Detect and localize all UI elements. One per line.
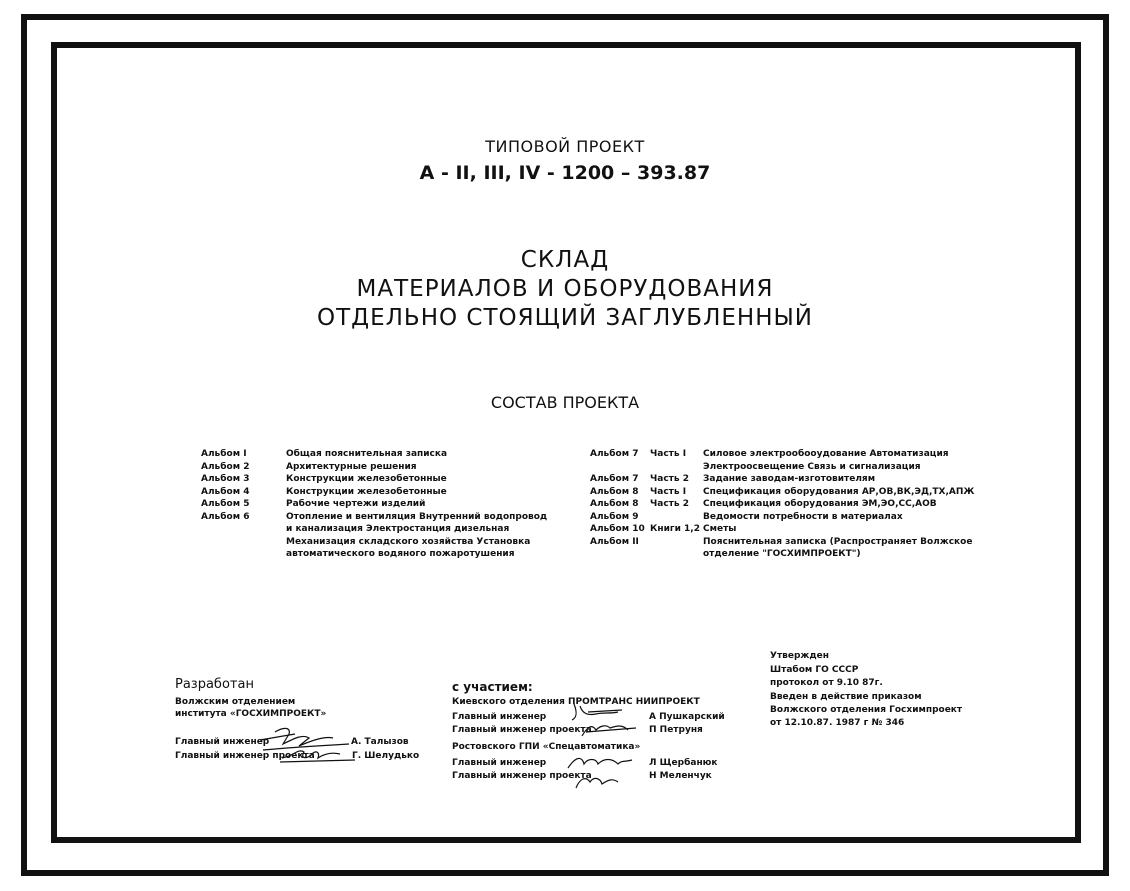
album-description: Спецификация оборудования ЭМ,ЭО,СС,АОВ — [703, 499, 937, 509]
album-description: Электроосвещение Связь и сигнализация — [703, 461, 921, 472]
composition-right-descriptions — [703, 448, 974, 561]
composition-left-albums — [201, 448, 249, 523]
approved-line-2: Штабом ГО СССР — [770, 665, 859, 675]
album-label: Альбом 5 — [201, 499, 250, 509]
approved-line-4: Введен в действие приказом — [770, 692, 922, 702]
album-description: Спецификация оборудования АР,ОВ,ВК,ЭД,ТХ,АПЖ — [703, 486, 975, 497]
participant-name-1: А Пушкарский — [649, 712, 725, 722]
album-label: Альбом I — [201, 449, 247, 459]
project-type-label: ТИПОВОЙ ПРОЕКТ — [485, 137, 645, 156]
signatures-kiev — [566, 700, 646, 738]
album-label: Альбом 4 — [201, 486, 250, 497]
album-part: Часть I — [650, 486, 687, 497]
album-description: Ведомости потребности в материалах — [703, 511, 903, 522]
participant-role-1: Главный инженер — [452, 712, 547, 722]
developed-heading: Разработан — [175, 677, 254, 692]
approved-line-6: от 12.10.87. 1987 г № 346 — [770, 718, 905, 728]
album-description: Конструкции железобетонные — [286, 486, 447, 497]
album-label: Альбом 7 — [590, 449, 639, 459]
signatures-rostov — [562, 750, 642, 792]
album-label: Альбом 9 — [590, 511, 639, 522]
composition-heading: СОСТАВ ПРОЕКТА — [490, 393, 640, 412]
chief-engineer-name: А. Талызов — [351, 737, 409, 747]
album-description: Общая пояснительная записка — [286, 449, 448, 459]
album-description: Сметы — [703, 524, 737, 534]
chief-project-engineer-name: Г. Шелудько — [352, 751, 420, 761]
approved-line-1: Утвержден — [770, 651, 829, 661]
album-label: Альбом 3 — [201, 474, 250, 484]
title-line-1: СКЛАД — [520, 247, 610, 273]
album-description: Механизация складского хозяйства Установка — [286, 536, 531, 547]
participant-name-2: П Петруня — [649, 725, 703, 735]
approved-line-5: Волжского отделения Госхимпроект — [770, 705, 963, 715]
album-label: Альбом 8 — [590, 486, 639, 497]
approved-line-3: протокол от 9.10 87г. — [770, 678, 883, 688]
participant-name-4: Н Меленчук — [649, 771, 712, 781]
album-description: Отопление и вентиляция Внутренний водопровод — [286, 511, 548, 522]
album-part: Часть 2 — [650, 474, 689, 484]
project-code: А - II, III, IV - 1200 – 393.87 — [419, 162, 711, 184]
album-part: Книги 1,2 — [650, 524, 700, 534]
participant-name-3: Л Щербанюк — [649, 758, 718, 768]
album-description: и канализация Электростанция дизельная — [286, 524, 510, 534]
title-line-3: ОТДЕЛЬНО СТОЯЩИЙ ЗАГЛУБЛЕННЫЙ — [316, 305, 814, 331]
chief-engineer-role: Главный инженер — [175, 737, 270, 747]
album-description: автоматического водяного пожаротушения — [286, 549, 515, 559]
album-part: Часть I — [650, 449, 687, 459]
album-description: отделение "ГОСХИМПРОЕКТ") — [703, 549, 861, 559]
composition-left-descriptions — [286, 448, 547, 561]
participant-role-3: Главный инженер — [452, 758, 547, 768]
participant-org-1: Киевского отделения ПРОМТРАНС НИИПРОЕКТ — [452, 697, 700, 707]
developer-org-line-1: Волжским отделением — [175, 697, 296, 707]
participant-role-2: Главный инженер проекта — [452, 725, 592, 735]
composition-right-parts — [650, 448, 700, 548]
developer-org-line-2: института «ГОСХИМПРОЕКТ» — [175, 709, 327, 719]
album-description: Конструкции железобетонные — [286, 474, 447, 484]
album-label: Альбом II — [590, 536, 639, 547]
album-description: Пояснительная записка (Распространяет Волжское — [703, 536, 973, 547]
chief-project-engineer-role: Главный инженер проекта — [175, 751, 315, 761]
signature-sheludko — [280, 746, 360, 768]
album-label: Альбом 7 — [590, 474, 639, 484]
album-description: Силовое электрообооудование Автоматизация — [703, 449, 949, 459]
album-description: Задание заводам-изготовителям — [703, 474, 876, 484]
album-part: Часть 2 — [650, 499, 689, 509]
album-description: Рабочие чертежи изделий — [286, 499, 426, 509]
composition-right-albums — [590, 448, 645, 548]
participant-role-4: Главный инженер проекта — [452, 771, 592, 781]
album-label: Альбом 6 — [201, 511, 250, 522]
album-description: Архитектурные решения — [286, 461, 417, 472]
album-label: Альбом 10 — [590, 524, 645, 534]
album-label: Альбом 2 — [201, 461, 250, 472]
title-line-2: МАТЕРИАЛОВ И ОБОРУДОВАНИЯ — [356, 276, 774, 302]
participant-org-2: Ростовского ГПИ «Спецавтоматика» — [452, 742, 641, 752]
album-label: Альбом 8 — [590, 499, 639, 509]
participation-heading: с участием: — [452, 680, 533, 694]
